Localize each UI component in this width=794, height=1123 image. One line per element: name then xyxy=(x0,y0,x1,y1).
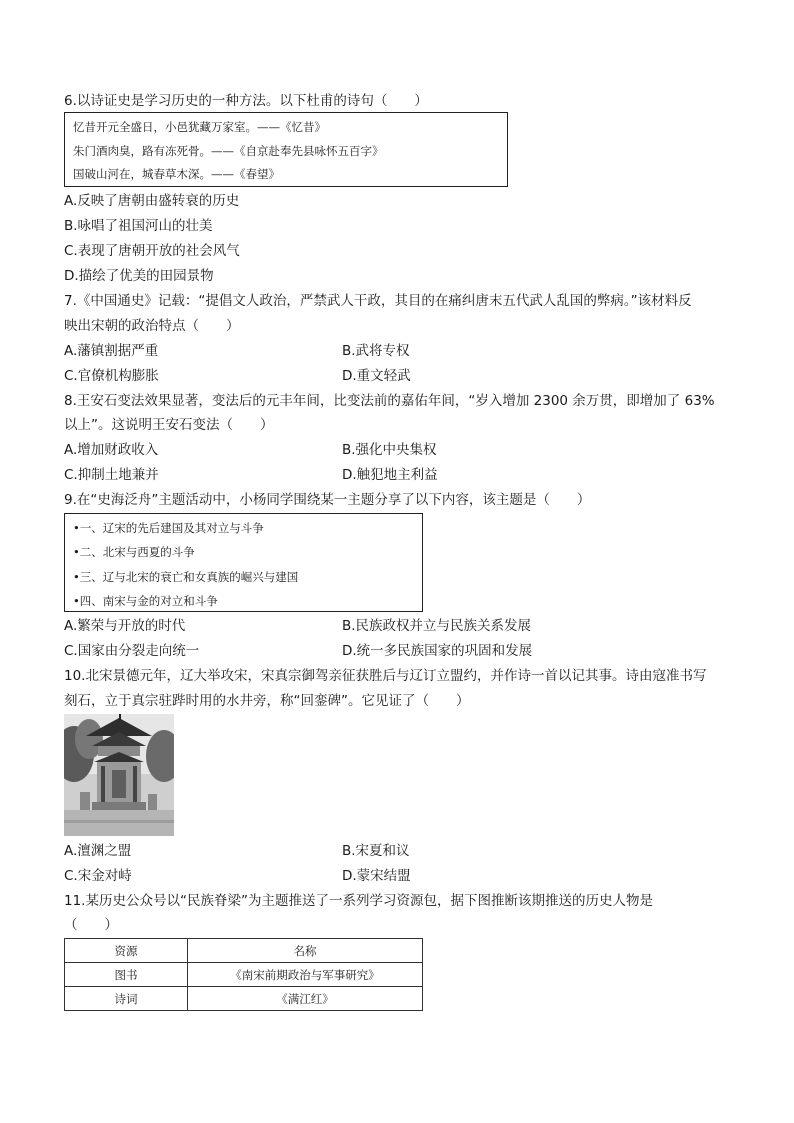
table-header-row xyxy=(65,939,423,963)
q8-stem-1: 8.王安石变法效果显著，变法后的元丰年间，比变法前的嘉佑年间，“岁入增加 2300 余万贯，即增加了 63% xyxy=(64,393,715,409)
q9-option-b: B.民族政权并立与民族关系发展 xyxy=(342,618,532,634)
q10-option-a: A.澶渊之盟 xyxy=(64,843,132,859)
q6-option-c: C.表现了唐朝开放的社会风气 xyxy=(64,243,240,259)
q11-stem-1: 11.某历史公众号以“民族脊梁”为主题推送了一系列学习资源包，据下图推断该期推送的历史人物是 xyxy=(64,893,653,909)
q9-item-2: •二、北宋与西夏的斗争 xyxy=(73,545,195,559)
q9-item-3: •三、辽与北宋的衰亡和女真族的崛兴与建国 xyxy=(73,570,299,584)
q6-poem-box xyxy=(64,112,508,187)
pavilion-illustration xyxy=(64,714,174,836)
table-row xyxy=(65,963,423,987)
q8-option-d: D.触犯地主利益 xyxy=(342,467,438,483)
q10-option-d: D.蒙宋结盟 xyxy=(342,868,411,884)
table-cell-title: 《满江红》 xyxy=(188,987,423,1011)
q9-option-d: D.统一多民族国家的巩固和发展 xyxy=(342,643,533,659)
table-cell-type: 诗词 xyxy=(65,987,188,1011)
q6-poem-3: 国破山河在，城春草木深。——《春望》 xyxy=(73,167,280,181)
q7-stem-2: 映出宋朝的政治特点（ ） xyxy=(64,318,240,334)
table-cell-title: 《南宋前期政治与军事研究》 xyxy=(188,963,423,987)
q7-option-c: C.官僚机构膨胀 xyxy=(64,368,159,384)
q8-option-c: C.抑制土地兼并 xyxy=(64,467,159,483)
table-cell-type: 图书 xyxy=(65,963,188,987)
q7-option-d: D.重文轻武 xyxy=(342,368,411,384)
q6-poem-2: 朱门酒肉臭，路有冻死骨。——《自京赴奉先县咏怀五百字》 xyxy=(73,144,384,158)
q10-stem-2: 刻石，立于真宗驻跸时用的水井旁，称“回銮碑”。它见证了（ ） xyxy=(64,693,470,709)
q8-stem-2: 以上”。这说明王安石变法（ ） xyxy=(64,417,274,433)
q6-option-a: A.反映了唐朝由盛转衰的历史 xyxy=(64,193,240,209)
q7-stem-1: 7.《中国通史》记载：“提倡文人政治，严禁武人干政，其目的在痛纠唐末五代武人乱国的弊病。”该材料反 xyxy=(64,293,692,309)
q10-option-c: C.宋金对峙 xyxy=(64,868,132,884)
table-header-resource: 资源 xyxy=(65,939,188,963)
table-header-name: 名称 xyxy=(188,939,423,963)
q9-outline-box xyxy=(64,513,423,612)
q9-option-c: C.国家由分裂走向统一 xyxy=(64,643,200,659)
q9-option-a: A.繁荣与开放的时代 xyxy=(64,618,186,634)
q10-option-b: B.宋夏和议 xyxy=(342,843,410,859)
q6-stem: 6.以诗证史是学习历史的一种方法。以下杜甫的诗句（ ） xyxy=(64,93,428,109)
q9-item-4: •四、南宋与金的对立和斗争 xyxy=(73,594,218,608)
q6-option-b: B.咏唱了祖国河山的壮美 xyxy=(64,218,213,234)
q9-stem: 9.在“史海泛舟”主题活动中，小杨同学围绕某一主题分享了以下内容，该主题是（ ） xyxy=(64,492,591,508)
q9-item-1: •一、辽宋的先后建国及其对立与斗争 xyxy=(73,521,264,535)
q6-option-d: D.描绘了优美的田园景物 xyxy=(64,268,214,284)
q11-stem-2: （ ） xyxy=(64,917,118,933)
q11-resource-table xyxy=(64,938,423,1011)
table-row xyxy=(65,987,423,1011)
huiluan-stele-photo xyxy=(64,714,174,836)
q10-stem-1: 10.北宋景德元年，辽大举攻宋，宋真宗御驾亲征获胜后与辽订立盟约，并作诗一首以记其事。诗由寇准书写 xyxy=(64,668,707,684)
q7-option-a: A.藩镇割据严重 xyxy=(64,343,159,359)
q8-option-a: A.增加财政收入 xyxy=(64,442,159,458)
q8-option-b: B.强化中央集权 xyxy=(342,442,437,458)
q6-poem-1: 忆昔开元全盛日，小邑犹藏万家室。——《忆昔》 xyxy=(73,120,326,134)
q7-option-b: B.武将专权 xyxy=(342,343,410,359)
